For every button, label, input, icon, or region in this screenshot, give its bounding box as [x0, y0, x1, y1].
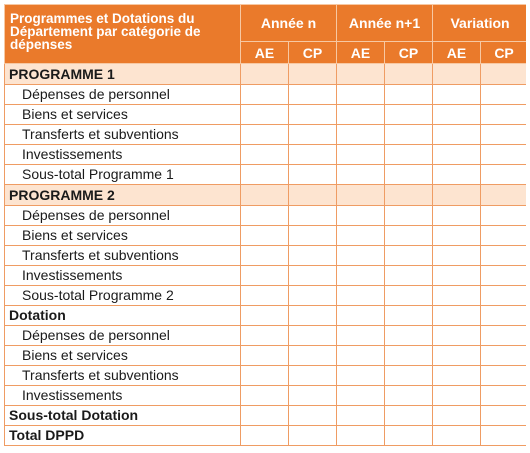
- table-title: Programmes et Dotations du Département par catégorie de dépenses: [5, 5, 241, 64]
- value-cell: [433, 426, 481, 446]
- value-cell: [385, 185, 433, 206]
- row-label: Biens et services: [5, 346, 241, 366]
- value-cell: [385, 426, 433, 446]
- value-cell: [337, 386, 385, 406]
- value-cell: [433, 206, 481, 226]
- value-cell: [481, 246, 526, 266]
- value-cell: [433, 306, 481, 326]
- value-cell: [289, 85, 337, 105]
- value-cell: [481, 326, 526, 346]
- value-cell: [289, 145, 337, 165]
- value-cell: [433, 326, 481, 346]
- value-cell: [289, 226, 337, 246]
- value-cell: [289, 125, 337, 145]
- value-cell: [241, 85, 289, 105]
- value-cell: [385, 165, 433, 185]
- value-cell: [481, 206, 526, 226]
- value-cell: [337, 105, 385, 125]
- value-cell: [433, 366, 481, 386]
- value-cell: [481, 125, 526, 145]
- value-cell: [241, 306, 289, 326]
- value-cell: [481, 386, 526, 406]
- value-cell: [337, 406, 385, 426]
- value-cell: [337, 326, 385, 346]
- value-cell: [481, 406, 526, 426]
- value-cell: [241, 206, 289, 226]
- value-cell: [337, 286, 385, 306]
- value-cell: [481, 226, 526, 246]
- row-label: Biens et services: [5, 226, 241, 246]
- value-cell: [241, 165, 289, 185]
- subcol-cp: CP: [289, 42, 337, 64]
- value-cell: [289, 326, 337, 346]
- value-cell: [433, 346, 481, 366]
- value-cell: [433, 386, 481, 406]
- value-cell: [433, 165, 481, 185]
- table-row: [5, 266, 527, 286]
- value-cell: [385, 226, 433, 246]
- table-body: [5, 64, 527, 446]
- row-label: Transferts et subventions: [5, 125, 241, 145]
- value-cell: [481, 266, 526, 286]
- row-label: Dépenses de personnel: [5, 326, 241, 346]
- table-row: [5, 406, 527, 426]
- row-label: Investissements: [5, 145, 241, 165]
- value-cell: [385, 346, 433, 366]
- value-cell: [385, 64, 433, 85]
- table-row: [5, 165, 527, 185]
- row-label: Sous-total Dotation: [5, 406, 241, 426]
- value-cell: [337, 226, 385, 246]
- value-cell: [385, 306, 433, 326]
- table-row: [5, 125, 527, 145]
- row-label: PROGRAMME 2: [5, 185, 241, 206]
- value-cell: [289, 306, 337, 326]
- value-cell: [385, 105, 433, 125]
- table-row: [5, 185, 527, 206]
- row-label: Dépenses de personnel: [5, 85, 241, 105]
- value-cell: [481, 286, 526, 306]
- table-row: [5, 226, 527, 246]
- group-header-annee-n1: Année n+1: [337, 5, 433, 42]
- value-cell: [385, 386, 433, 406]
- value-cell: [385, 206, 433, 226]
- value-cell: [241, 105, 289, 125]
- value-cell: [241, 64, 289, 85]
- value-cell: [385, 366, 433, 386]
- value-cell: [385, 286, 433, 306]
- value-cell: [241, 125, 289, 145]
- value-cell: [241, 426, 289, 446]
- value-cell: [433, 406, 481, 426]
- table-row: [5, 206, 527, 226]
- value-cell: [481, 145, 526, 165]
- row-label: Investissements: [5, 386, 241, 406]
- row-label: Transferts et subventions: [5, 246, 241, 266]
- value-cell: [337, 64, 385, 85]
- table-row: [5, 145, 527, 165]
- group-header-variation: Variation: [433, 5, 526, 42]
- value-cell: [337, 266, 385, 286]
- value-cell: [433, 286, 481, 306]
- subcol-cp: CP: [385, 42, 433, 64]
- value-cell: [433, 125, 481, 145]
- value-cell: [433, 64, 481, 85]
- value-cell: [241, 346, 289, 366]
- row-label: Investissements: [5, 266, 241, 286]
- value-cell: [337, 246, 385, 266]
- value-cell: [337, 125, 385, 145]
- value-cell: [241, 226, 289, 246]
- table-row: [5, 246, 527, 266]
- value-cell: [241, 145, 289, 165]
- value-cell: [337, 306, 385, 326]
- value-cell: [289, 406, 337, 426]
- value-cell: [241, 266, 289, 286]
- table-row: [5, 85, 527, 105]
- budget-table: [4, 4, 526, 446]
- value-cell: [289, 366, 337, 386]
- value-cell: [289, 105, 337, 125]
- value-cell: [241, 386, 289, 406]
- value-cell: [337, 85, 385, 105]
- value-cell: [385, 326, 433, 346]
- row-label: Biens et services: [5, 105, 241, 125]
- table-row: [5, 326, 527, 346]
- value-cell: [385, 145, 433, 165]
- row-label: PROGRAMME 1: [5, 64, 241, 85]
- value-cell: [481, 165, 526, 185]
- value-cell: [337, 426, 385, 446]
- value-cell: [385, 125, 433, 145]
- value-cell: [481, 185, 526, 206]
- subcol-ae: AE: [337, 42, 385, 64]
- value-cell: [337, 346, 385, 366]
- value-cell: [337, 206, 385, 226]
- value-cell: [289, 64, 337, 85]
- value-cell: [289, 206, 337, 226]
- value-cell: [241, 406, 289, 426]
- value-cell: [241, 246, 289, 266]
- value-cell: [289, 246, 337, 266]
- value-cell: [337, 145, 385, 165]
- value-cell: [289, 286, 337, 306]
- row-label: Dépenses de personnel: [5, 206, 241, 226]
- budget-table-container: [4, 4, 526, 449]
- value-cell: [337, 165, 385, 185]
- value-cell: [481, 426, 526, 446]
- header-row-groups: [5, 5, 527, 42]
- value-cell: [289, 165, 337, 185]
- value-cell: [481, 85, 526, 105]
- row-label: Transferts et subventions: [5, 366, 241, 386]
- value-cell: [481, 105, 526, 125]
- row-label: Sous-total Programme 1: [5, 165, 241, 185]
- value-cell: [433, 246, 481, 266]
- value-cell: [433, 185, 481, 206]
- value-cell: [481, 346, 526, 366]
- value-cell: [433, 145, 481, 165]
- value-cell: [289, 386, 337, 406]
- row-label: Sous-total Programme 2: [5, 286, 241, 306]
- value-cell: [481, 306, 526, 326]
- table-row: [5, 386, 527, 406]
- subcol-cp: CP: [481, 42, 526, 64]
- value-cell: [241, 326, 289, 346]
- row-label: Total DPPD: [5, 426, 241, 446]
- group-header-annee-n: Année n: [241, 5, 337, 42]
- value-cell: [481, 64, 526, 85]
- table-row: [5, 286, 527, 306]
- value-cell: [289, 346, 337, 366]
- value-cell: [337, 366, 385, 386]
- subcol-ae: AE: [241, 42, 289, 64]
- value-cell: [385, 406, 433, 426]
- row-label: Dotation: [5, 306, 241, 326]
- value-cell: [385, 246, 433, 266]
- value-cell: [433, 226, 481, 246]
- value-cell: [481, 366, 526, 386]
- table-row: [5, 306, 527, 326]
- value-cell: [433, 105, 481, 125]
- table-row: [5, 64, 527, 85]
- subcol-ae: AE: [433, 42, 481, 64]
- value-cell: [289, 426, 337, 446]
- value-cell: [433, 85, 481, 105]
- value-cell: [241, 366, 289, 386]
- table-row: [5, 426, 527, 446]
- value-cell: [289, 185, 337, 206]
- value-cell: [241, 286, 289, 306]
- table-row: [5, 105, 527, 125]
- value-cell: [385, 266, 433, 286]
- value-cell: [337, 185, 385, 206]
- value-cell: [289, 266, 337, 286]
- table-header: [5, 5, 527, 64]
- value-cell: [241, 185, 289, 206]
- value-cell: [433, 266, 481, 286]
- table-row: [5, 366, 527, 386]
- value-cell: [385, 85, 433, 105]
- table-row: [5, 346, 527, 366]
